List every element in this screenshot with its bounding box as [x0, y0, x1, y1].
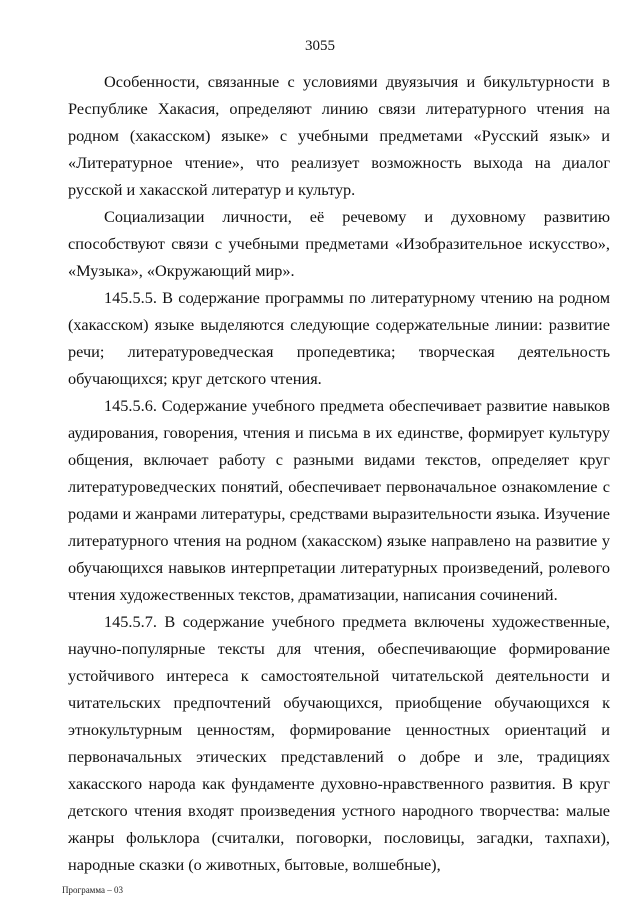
page-number: 3055 — [305, 38, 335, 54]
paragraph-145-5-6: 145.5.6. Содержание учебного предмета обеспечивает развитие навыков аудирования, говорения, чтения и письма в их единстве, формирует культуру общения, включает работу с разными видами текстов, определяет круг литературоведческих понятий, обеспечивает первоначальное ознакомление с родами и жанрами литературы, средствами выразительности языка. Изучение литературного чтения на родном (хакасском) языке направлено на развитие у обучающихся навыков интерпретации литературных произведений, ролевого чтения художественных текстов, драматизации, написания сочинений. — [68, 396, 610, 604]
page-footer: Программа – 03 — [62, 885, 124, 895]
paragraph-socialization: Социализации личности, её речевому и духовному развитию способствуют связи с учебными предметами «Изобразительное искусство», «Музыка», «Окружающий мир». — [68, 207, 610, 280]
document-body — [68, 68, 610, 878]
paragraph-145-5-5: 145.5.5. В содержание программы по литературному чтению на родном (хакасском) языке выделяются следующие содержательные линии: развитие речи; литературоведческая пропедевтика; творческая деятельность обучающихся; круг детского чтения. — [68, 288, 610, 388]
paragraph-145-5-7: 145.5.7. В содержание учебного предмета включены художественные, научно-популярные тексты для чтения, обеспечивающие формирование устойчивого интереса к самостоятельной читательской деятельности и читательских предпочтений обучающихся, приобщение обучающихся к этнокультурным ценностям, формирование ценностных ориентаций и первоначальных этических представлений о добре и зле, традициях хакасского народа как фундаменте духовно-нравственного развития. В круг детского чтения входят произведения устного народного творчества: малые жанры фольклора (считалки, поговорки, пословицы, загадки, тахпахи), народные сказки (о животных, бытовые, волшебные), — [68, 612, 610, 874]
paragraph-bilingualism: Особенности, связанные с условиями двуязычия и бикультурности в Республике Хакасия, определяют линию связи литературного чтения на родном (хакасском) языке» с учебными предметами «Русский язык» и «Литературное чтение», что реализует возможность выхода на диалог русской и хакасской литератур и культур. — [68, 72, 610, 199]
